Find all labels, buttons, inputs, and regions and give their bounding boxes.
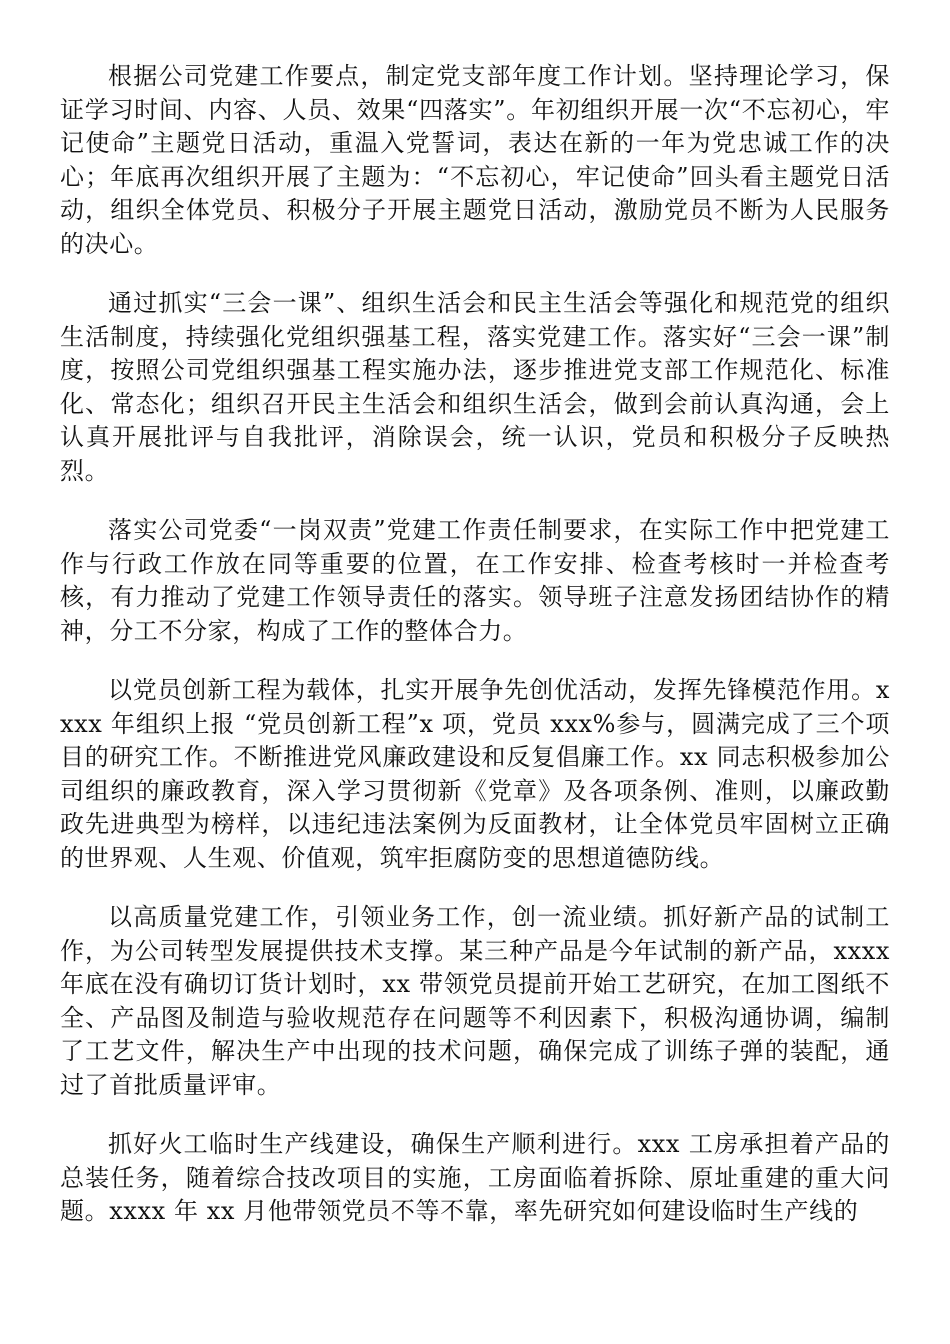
paragraph-quality-party-building: 以高质量党建工作，引领业务工作，创一流业绩。抓好新产品的试制工作，为公司转型发展提供技术支撑。某三种产品是今年试制的新产品，xxxx 年底在没有确切订货计划时，xx 带领党员提前开始工艺研究，在加工图纸不全、产品图及制造与验收规范存在问题等不利因素下，积极沟通协调，编制了工艺文件，解决生产中出现的技术问题，确保完成了训练子弹的装配，通过了首批质量评审。	[60, 903, 890, 1099]
paragraph-innovation-project: 以党员创新工程为载体，扎实开展争先创优活动，发挥先锋模范作用。xxxx 年组织上报 “党员创新工程”x 项，党员 xxx%参与，圆满完成了三个项目的研究工作。不断推进党风廉政建设和反复倡廉工作。xx 同志积极参加公司组织的廉政教育，深入学习贯彻新《党章》及各项条例、准则，以廉政勤政先进典型为榜样，以违纪违法案例为反面教材，让全体党员牢固树立正确的世界观、人生观、价值观，筑牢拒腐防变的思想道德防线。	[60, 676, 890, 872]
paragraph-temporary-production-line: 抓好火工临时生产线建设，确保生产顺利进行。xxx 工房承担着产品的总装任务，随着综合技改项目的实施，工房面临着拆除、原址重建的重大问题。xxxx 年 xx 月他带领党员不等不靠，率先研究如何建设临时生产线的	[60, 1130, 890, 1225]
paragraph-responsibility-system: 落实公司党委“一岗双责”党建工作责任制要求，在实际工作中把党建工作与行政工作放在同等重要的位置，在工作安排、检查考核时一并检查考核，有力推动了党建工作领导责任的落实。领导班子注意发扬团结协作的精神，分工不分家，构成了工作的整体合力。	[60, 516, 890, 645]
paragraph-organization-life: 通过抓实“三会一课”、组织生活会和民主生活会等强化和规范党的组织生活制度，持续强化党组织强基工程，落实党建工作。落实好“三会一课”制度，按照公司党组织强基工程实施办法，逐步推进党支部工作规范化、标准化、常态化；组织召开民主生活会和组织生活会，做到会前认真沟通，会上认真开展批评与自我批评，消除误会，统一认识，党员和积极分子反映热烈。	[60, 289, 890, 485]
paragraph-theory-study: 根据公司党建工作要点，制定党支部年度工作计划。坚持理论学习，保证学习时间、内容、人员、效果“四落实”。年初组织开展一次“不忘初心，牢记使命”主题党日活动，重温入党誓词，表达在新的一年为党忠诚工作的决心；年底再次组织开展了主题为：“不忘初心，牢记使命”回头看主题党日活动，组织全体党员、积极分子开展主题党日活动，激励党员不断为人民服务的决心。	[60, 62, 890, 258]
document-body	[60, 60, 890, 1255]
